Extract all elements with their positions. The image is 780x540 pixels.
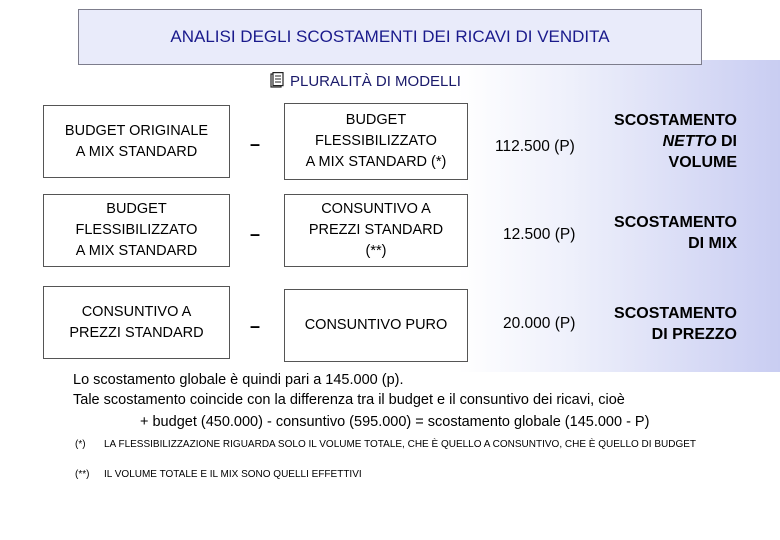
row1-right-line3: A MIX STANDARD (*)	[305, 154, 447, 170]
row1-minus-sign: –	[250, 134, 261, 154]
row2-label-line2: DI MIX	[688, 235, 737, 252]
row3-left-box	[43, 286, 230, 359]
row3-left-line1: CONSUNTIVO A	[81, 303, 192, 320]
section-subtitle	[270, 70, 461, 92]
row2-right-line2: PREZZI STANDARD	[308, 222, 444, 238]
row1-left-line2: A MIX STANDARD	[75, 143, 198, 160]
row1-left-box	[43, 105, 230, 178]
row1-right-box	[284, 103, 468, 180]
body-line-1: Lo scostamento globale è quindi pari a 145.000 (p).	[73, 372, 404, 388]
row3-label-line2: DI PREZZO	[651, 326, 737, 343]
subtitle-text: PLURALITÀ DI MODELLI	[290, 72, 461, 90]
note2-mark: (**)	[75, 469, 90, 480]
row2-amount: 12.500 (P)	[503, 226, 576, 243]
row2-left-line1: BUDGET	[106, 201, 167, 217]
note2-text: IL VOLUME TOTALE E IL MIX SONO QUELLI EFFETTIVI	[104, 469, 362, 480]
body-line-2: Tale scostamento coincide con la differenza tra il budget e il consuntivo dei ricavi, cioè	[73, 392, 625, 408]
row1-variance-label	[614, 110, 737, 173]
page-title-text: ANALISI DEGLI SCOSTAMENTI DEI RICAVI DI VENDITA	[170, 27, 610, 46]
row2-right-line1: CONSUNTIVO A	[321, 201, 431, 217]
row1-right-line1: BUDGET	[345, 112, 407, 128]
row3-minus-sign: –	[250, 316, 261, 336]
note1-text: LA FLESSIBILIZZAZIONE RIGUARDA SOLO IL VOLUME TOTALE, CHE È QUELLO A CONSUNTIVO, CHE È QUELLO DI BUDGET	[104, 439, 697, 450]
row3-right-line1: CONSUNTIVO PURO	[304, 317, 448, 333]
row2-variance-label	[614, 212, 737, 254]
row2-right-line3: (**)	[365, 243, 387, 259]
row3-variance-label	[614, 303, 737, 345]
row2-label-line1: SCOSTAMENTO	[614, 214, 737, 231]
row2-left-line2: FLESSIBILIZZATO	[75, 222, 198, 238]
row3-right-box	[284, 289, 468, 362]
row2-minus-sign: –	[250, 224, 261, 244]
body-line-3: + budget (450.000) - consuntivo (595.000) = scostamento globale (145.000 - P)	[140, 414, 650, 430]
row1-label-line2: DI	[721, 133, 737, 150]
page-title	[78, 9, 702, 65]
row3-amount: 20.000 (P)	[503, 315, 576, 332]
row2-right-box	[284, 194, 468, 267]
row2-left-line3: A MIX STANDARD	[75, 243, 198, 259]
clipboard-icon	[270, 72, 284, 91]
row1-left-line1: BUDGET ORIGINALE	[64, 122, 209, 139]
note1-mark: (*)	[75, 439, 86, 450]
row3-label-line1: SCOSTAMENTO	[614, 305, 737, 322]
row2-left-box	[43, 194, 230, 267]
row1-label-line3: VOLUME	[668, 154, 737, 171]
row1-amount: 112.500 (P)	[495, 138, 575, 155]
row1-label-italic: NETTO	[662, 133, 717, 150]
row3-left-line2: PREZZI STANDARD	[69, 324, 204, 341]
row1-label-line1: SCOSTAMENTO	[614, 112, 737, 129]
row1-right-line2: FLESSIBILIZZATO	[315, 133, 437, 149]
